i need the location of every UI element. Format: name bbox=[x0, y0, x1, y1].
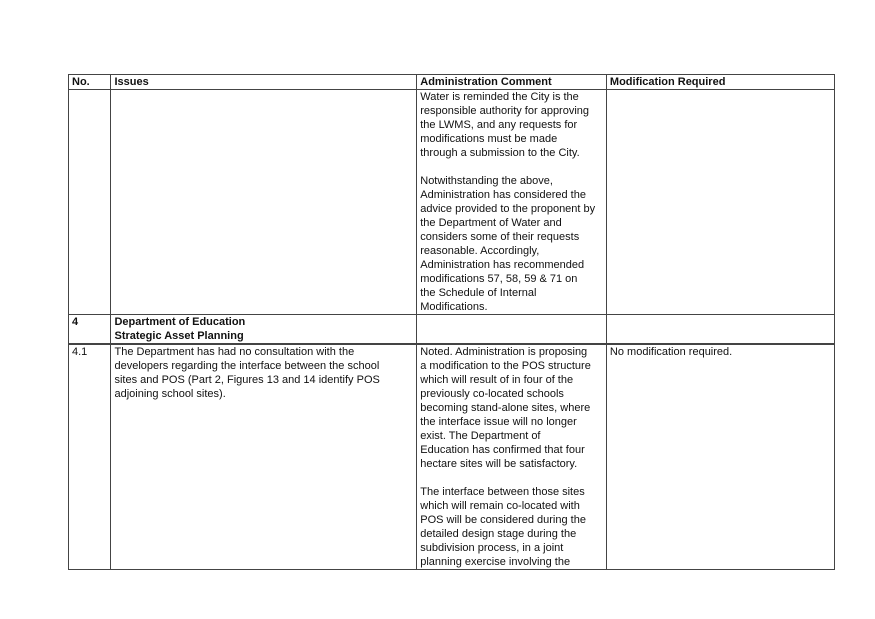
text-line: Noted. Administration is proposing bbox=[420, 346, 588, 358]
text-line: modifications 57, 58, 59 & 71 on bbox=[420, 273, 578, 285]
text-line: sites and POS (Part 2, Figures 13 and 14 identify POS bbox=[114, 374, 380, 386]
cell-issue bbox=[111, 344, 417, 570]
text-line: considers some of their requests bbox=[420, 231, 580, 243]
table-header-row bbox=[69, 75, 835, 90]
header-admin-comment: Administration Comment bbox=[417, 75, 607, 90]
text-line: Administration has recommended bbox=[420, 259, 585, 271]
text-line: Water is reminded the City is the bbox=[420, 91, 579, 103]
text-line: advice provided to the proponent by bbox=[420, 203, 596, 215]
cell-comment bbox=[417, 315, 607, 345]
text-line: hectare sites will be satisfactory. bbox=[420, 458, 578, 470]
text-line: The Department has had no consultation with the bbox=[114, 346, 355, 358]
text-line: The interface between those sites bbox=[420, 486, 585, 498]
header-issues: Issues bbox=[111, 75, 417, 90]
cell-issue bbox=[111, 315, 417, 345]
table-row bbox=[69, 344, 835, 570]
text-line: the LWMS, and any requests for bbox=[420, 119, 578, 131]
text-line: modifications must be made bbox=[420, 133, 558, 145]
text-line: through a submission to the City. bbox=[420, 147, 580, 159]
text-line: the Department of Water and bbox=[420, 217, 562, 229]
text-line: the interface issue will no longer bbox=[420, 416, 577, 428]
table-row-section bbox=[69, 315, 835, 345]
comment-paragraph bbox=[420, 485, 603, 569]
cell-modification: No modification required. bbox=[606, 344, 834, 570]
header-no: No. bbox=[69, 75, 111, 90]
header-modification: Modification Required bbox=[606, 75, 834, 90]
text-line: the Schedule of Internal bbox=[420, 287, 537, 299]
text-line: developers regarding the interface between the school bbox=[114, 360, 380, 372]
text-line: POS will be considered during the bbox=[420, 514, 586, 526]
comment-paragraph bbox=[420, 90, 603, 160]
comment-paragraph bbox=[420, 174, 603, 314]
table-row bbox=[69, 90, 835, 315]
text-line: reasonable. Accordingly, bbox=[420, 245, 540, 257]
text-line: Education has confirmed that four bbox=[420, 444, 585, 456]
cell-no bbox=[69, 90, 111, 315]
comment-paragraph bbox=[420, 345, 603, 471]
text-line: becoming stand-alone sites, where bbox=[420, 402, 591, 414]
text-line: adjoining school sites). bbox=[114, 388, 226, 400]
text-line: a modification to the POS structure bbox=[420, 360, 591, 372]
cell-comment bbox=[417, 344, 607, 570]
text-line: previously co-located schools bbox=[420, 388, 564, 400]
cell-issue bbox=[111, 90, 417, 315]
section-title: Department of Education bbox=[114, 316, 246, 328]
text-line: Notwithstanding the above, bbox=[420, 175, 553, 187]
cell-comment bbox=[417, 90, 607, 315]
cell-no: 4.1 bbox=[69, 344, 111, 570]
text-line: which will result of in four of the bbox=[420, 374, 574, 386]
text-line: detailed design stage during the bbox=[420, 528, 577, 540]
cell-modification bbox=[606, 315, 834, 345]
text-line: subdivision process, in a joint bbox=[420, 542, 564, 554]
text-line: planning exercise involving the bbox=[420, 556, 571, 568]
comments-table bbox=[68, 74, 835, 570]
cell-modification bbox=[606, 90, 834, 315]
text-line: Administration has considered the bbox=[420, 189, 586, 201]
cell-no: 4 bbox=[69, 315, 111, 345]
text-line: which will remain co-located with bbox=[420, 500, 580, 512]
text-line: exist. The Department of bbox=[420, 430, 541, 442]
document-page bbox=[68, 74, 835, 570]
section-subtitle: Strategic Asset Planning bbox=[114, 330, 244, 342]
text-line: responsible authority for approving bbox=[420, 105, 590, 117]
text-line: Modifications. bbox=[420, 301, 488, 313]
